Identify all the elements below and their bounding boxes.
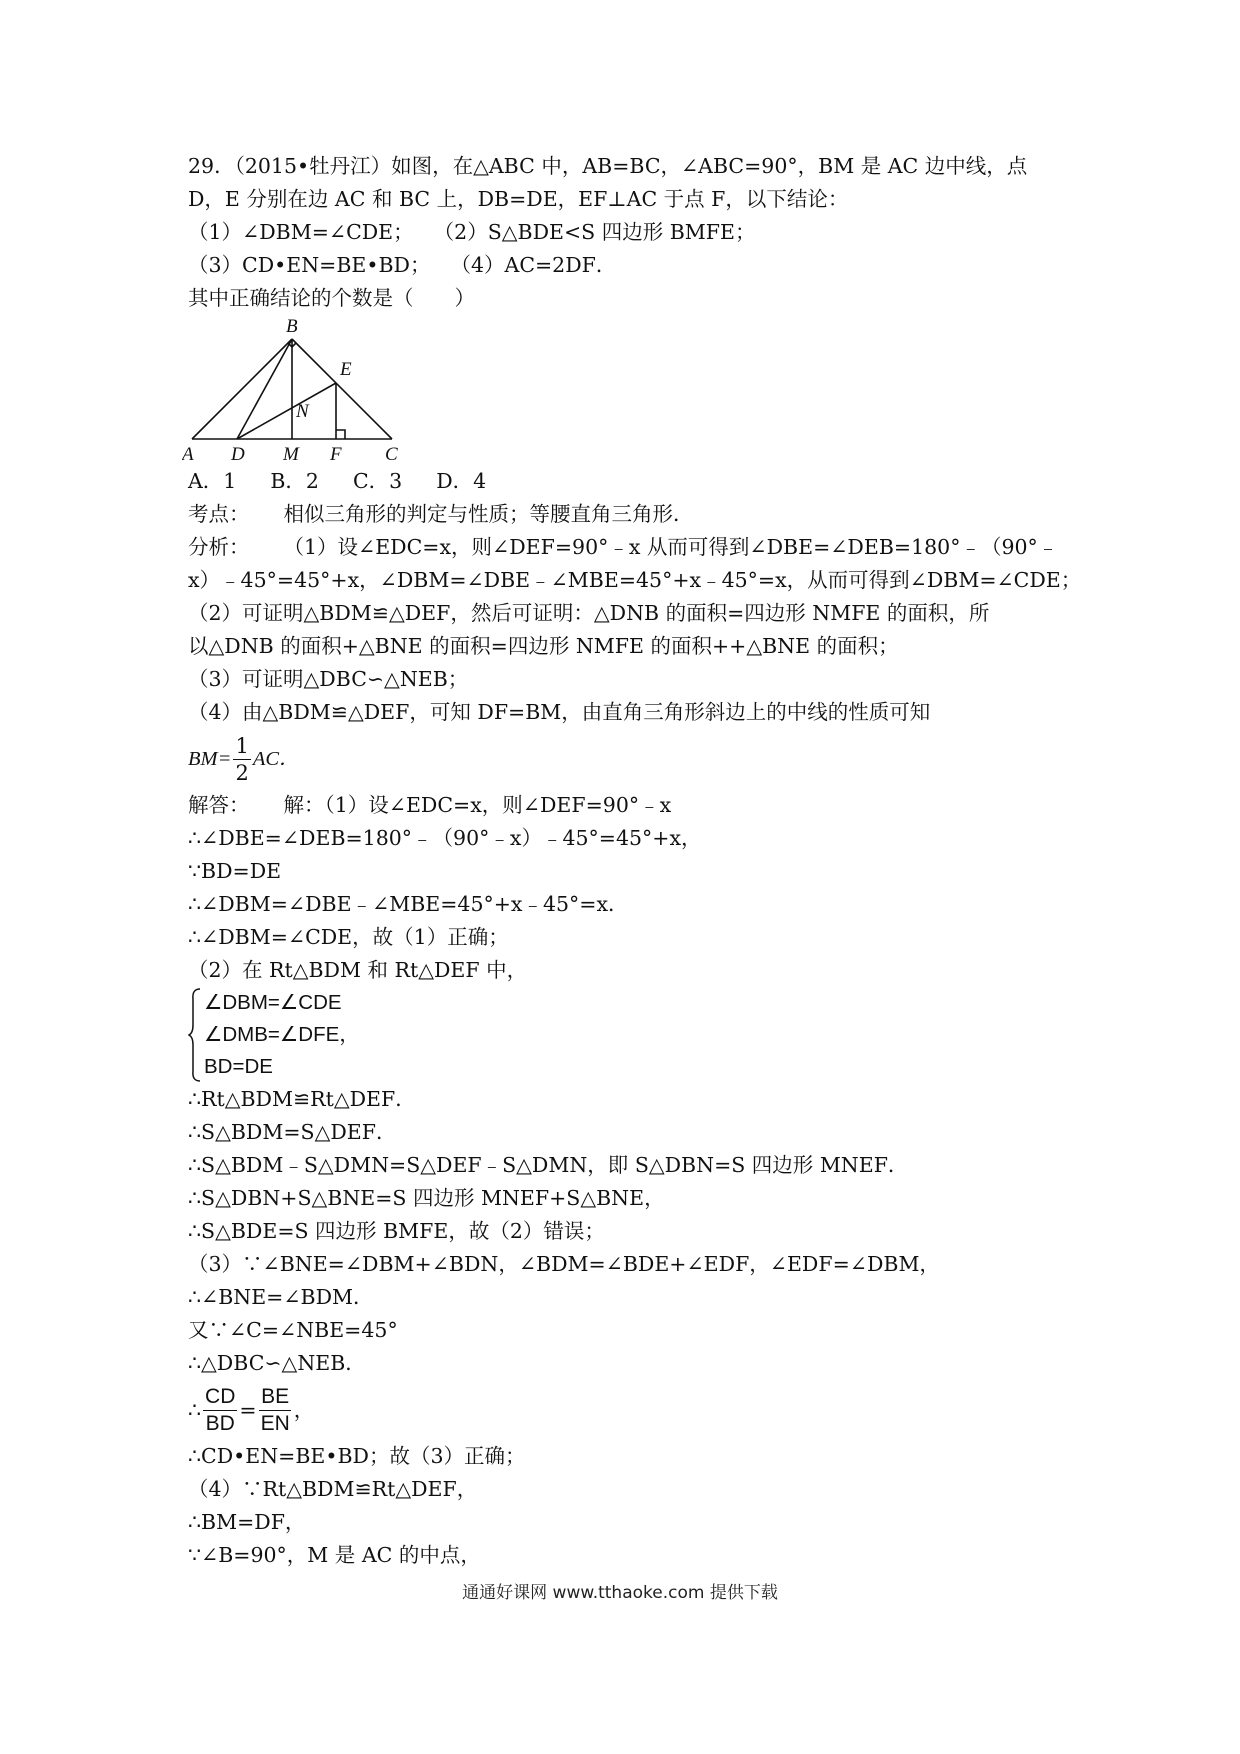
option-b: B．2 — [270, 469, 319, 493]
conclusions-row-2 — [188, 249, 1068, 282]
label-M: M — [283, 444, 299, 465]
jieda-line-10: ∴S△DBN+S△BNE=S 四边形 MNEF+S△BNE， — [188, 1186, 665, 1210]
label-E: E — [340, 359, 352, 380]
fenxi-label: 分析： — [188, 535, 250, 559]
label-D: D — [231, 444, 245, 465]
conclusion-1: （1）∠DBM=∠CDE； — [188, 220, 414, 244]
triangle-diagram — [182, 315, 422, 465]
ratio-equation: ∴ $\frac{CD}{BD}$ = $\frac{BE}{EN}$ ， — [188, 1384, 315, 1435]
jieda-line-7: ∴Rt△BDM≌Rt△DEF． — [188, 1087, 416, 1111]
label-F: F — [330, 444, 342, 465]
jieda-line-3: ∵BD=DE — [188, 859, 282, 883]
paper-content — [182, 150, 1082, 1572]
jieda-line-9: ∴S△BDM﹣S△DMN=S△DEF﹣S△DMN，即 S△DBN=S 四边形 MNEF． — [188, 1153, 909, 1177]
jieda-label: 解答： — [188, 793, 250, 817]
jieda-line-11: ∴S△BDE=S 四边形 BMFE，故（2）错误； — [188, 1219, 605, 1243]
page-footer: 通通好课网 www.tthaoke.com 提供下载 — [462, 1583, 778, 1603]
jieda-line-14: 又∵∠C=∠NBE=45° — [188, 1318, 398, 1342]
fraction-be-en: $\frac{BE}{EN}$ — [260, 1384, 290, 1435]
jieda-line-6: （2）在 Rt△BDM 和 Rt△DEF 中， — [188, 958, 528, 982]
fenxi-line-5: （3）可证明△DBC∽△NEB； — [188, 667, 469, 691]
question-stem-line-1: 29．（2015•牡丹江）如图，在△ABC 中，AB=BC，∠ABC=90°，BM 是 AC 边中线，点 — [188, 154, 1028, 178]
fraction-cd-bd: $\frac{CD}{BD}$ — [205, 1384, 236, 1435]
jieda-line-18: ∴BM=DF， — [188, 1510, 306, 1534]
fenxi-line-6: （4）由△BDM≌△DEF，可知 DF=BM，由直角三角形斜边上的中线的性质可知 — [188, 700, 931, 724]
conclusion-2: （2）S△BDE<S 四边形 BMFE； — [433, 220, 756, 244]
question-number: 29． — [188, 154, 235, 178]
conclusion-4: （4）AC=2DF． — [450, 253, 617, 277]
fenxi-line-2: x）﹣45°=45°+x，∠DBM=∠DBE﹣∠MBE=45°+x﹣45°=x，从而可得到∠DBM=∠CDE； — [188, 568, 1082, 592]
jieda-line-15: ∴△DBC∽△NEB． — [188, 1351, 366, 1375]
brace-line-2: ∠DMB=∠DFE， — [204, 1023, 360, 1046]
label-A: A — [182, 444, 194, 465]
question-ask: 其中正确结论的个数是（ ） — [188, 286, 475, 310]
jieda-line-13: ∴∠BNE=∠BDM． — [188, 1285, 374, 1309]
fenxi-fraction-line: BM= $\frac{1}{2}$ AC． — [188, 733, 300, 785]
geometry-figure — [182, 315, 422, 465]
label-B: B — [286, 316, 298, 337]
jieda-line-5: ∴∠DBM=∠CDE，故（1）正确； — [188, 925, 509, 949]
jieda-line-4: ∴∠DBM=∠DBE﹣∠MBE=45°+x﹣45°=x． — [188, 892, 629, 916]
segment-BC — [292, 339, 392, 439]
jieda-line-8: ∴S△BDM=S△DEF． — [188, 1120, 397, 1144]
answer-options — [188, 465, 1068, 498]
jieda-line-1: 解答： 解：（1）设∠EDC=x，则∠DEF=90°﹣x — [188, 793, 672, 817]
fenxi-line-1: 分析： （1）设∠EDC=x，则∠DEF=90°﹣x 从而可得到∠DBE=∠DEB=180°﹣（90°﹣ — [188, 535, 1059, 559]
jieda-line-16: ∴CD•EN=BE•BD；故（3）正确； — [188, 1444, 526, 1468]
jieda-line-12: （3）∵∠BNE=∠DBM+∠BDN，∠BDM=∠BDE+∠EDF，∠EDF=∠DBM， — [188, 1252, 940, 1276]
label-C: C — [385, 444, 398, 465]
right-angle-mark-F — [336, 430, 345, 439]
fenxi-line-4: 以△DNB 的面积+△BNE 的面积=四边形 NMFE 的面积++△BNE 的面积； — [188, 634, 899, 658]
fraction-one-half: $\frac{1}{2}$ — [235, 733, 249, 785]
jieda-line-19: ∵∠B=90°，M 是 AC 的中点， — [188, 1543, 481, 1567]
brace-line-1: ∠DBM=∠CDE — [204, 991, 342, 1014]
conclusions-row-1 — [188, 216, 1068, 249]
conclusion-3: （3）CD•EN=BE•BD； — [188, 253, 431, 277]
question-source: （2015•牡丹江） — [234, 154, 392, 178]
segment-AB — [192, 339, 292, 439]
question-stem-line-2: D，E 分别在边 AC 和 BC 上，DB=DE，EF⊥AC 于点 F，以下结论： — [188, 187, 849, 211]
jieda-line-2: ∴∠DBE=∠DEB=180°﹣（90°﹣x）﹣45°=45°+x， — [188, 826, 702, 850]
label-N: N — [296, 401, 309, 422]
kaodian-text: 相似三角形的判定与性质；等腰直角三角形． — [283, 502, 694, 526]
left-brace-icon — [188, 987, 202, 1083]
option-a: A．1 — [188, 469, 237, 493]
equation-system-brace — [188, 987, 1068, 1083]
fenxi-line-3: （2）可证明△BDM≌△DEF，然后可证明：△DNB 的面积=四边形 NMFE 的面积，所 — [188, 601, 990, 625]
option-c: C．3 — [352, 469, 403, 493]
kaodian-label: 考点： — [188, 502, 250, 526]
kaodian-section — [188, 498, 1068, 531]
jieda-line-17: （4）∵Rt△BDM≌Rt△DEF， — [188, 1477, 478, 1501]
brace-line-3: BD=DE — [204, 1055, 273, 1078]
option-d: D．4 — [436, 469, 487, 493]
